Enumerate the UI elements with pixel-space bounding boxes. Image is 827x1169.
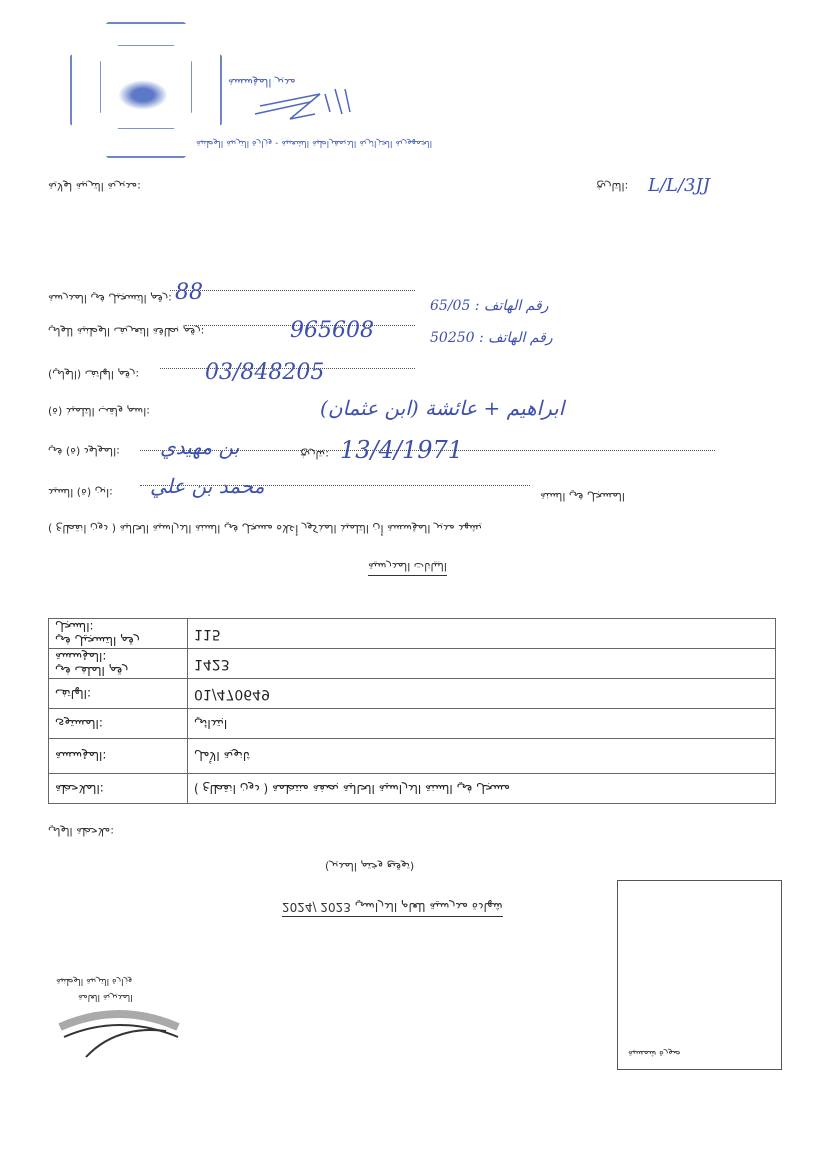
declaration-text: يشهد مدير المؤسسة أن التلميذ المذكور أعلاه مسجل في السنة الدراسية الحالية ( دون انقطاع ) <box>48 522 482 535</box>
row-value: 01/470649 <box>194 685 270 702</box>
table-row <box>49 649 776 679</box>
field-label-phone: رقم الهاتف (الولي): <box>48 368 140 381</box>
field-value-parent: محمد بن علي <box>150 474 265 498</box>
sign-caption: (توقيع وختم المدير) <box>325 860 415 873</box>
ministry-logo-icon <box>56 1005 182 1061</box>
row-key: رقم الملف في المؤسسة: <box>55 649 129 678</box>
row-key: المستوى: <box>55 716 103 731</box>
year-line: شهادة مدرسية للعام الدراسي 2023 /2024 <box>282 900 503 917</box>
row-value: 1423 <box>194 655 230 672</box>
field-label-parent: ابن (ة) السيد: <box>48 486 113 499</box>
stamp-emblem-icon <box>118 80 168 110</box>
field-label-birthplace: المولود (ة) في: <box>48 445 120 458</box>
table-row <box>49 679 776 709</box>
date-label: التاريخ: <box>596 180 629 193</box>
signature-title: مدير المؤسسة <box>228 76 296 89</box>
table-row <box>49 774 776 804</box>
field-label-id: رقم بطاقة التعريف الوطنية للولي: <box>48 325 205 338</box>
row-key: الملاحظة: <box>55 781 104 796</box>
field-label-enrolled: المسجل في السنة <box>540 490 625 503</box>
row-value: ابتدائي <box>194 716 228 731</box>
ministry-line: الجمهورية الجزائرية الديمقراطية الشعبية - وزارة التربية الوطنية <box>196 138 433 148</box>
field-note-1: 65/05 : رقم الهاتف <box>430 298 549 314</box>
field-value-name: (ابن عثمان) ابراهيم + عائشة <box>320 396 565 420</box>
signature-icon <box>250 84 360 124</box>
logo-text: وزارة التربية الوطنية <box>56 976 133 986</box>
field-value-birthplace: بن مهيدي <box>160 435 240 459</box>
note-label: ملاحظة الولي: <box>48 825 115 838</box>
photo-caption: صورة شمسية <box>628 1048 681 1058</box>
field-note-2: 50250 : رقم الهاتف <box>430 330 553 346</box>
field-value-phone: 03/848205 <box>205 360 325 385</box>
date-value: L/L/3JJ <box>648 175 710 196</box>
table-row <box>49 739 776 774</box>
row-value: مسجل في السنة الدراسية الحالية بصفة منتظمة ( دون انقطاع ) <box>194 781 511 796</box>
photo-box <box>617 880 782 1070</box>
field-value-id: 965608 <box>290 318 374 343</box>
row-value: 115 <box>194 625 221 642</box>
field-value-birthdate: 13/4/1971 <box>340 436 464 464</box>
row-value: ثانوية الأمل <box>194 749 250 763</box>
field-label-reg: رقم التسجيل في المدرسة: <box>48 292 172 305</box>
field-value-reg: 88 <box>175 280 203 305</box>
section-title: البيانات المدرسية <box>368 560 447 576</box>
table-row <box>49 709 776 739</box>
table-row <box>49 619 776 649</box>
school-label: مديرية التربية لولاية: <box>48 180 141 193</box>
school-data-table <box>48 618 776 804</box>
field-label-name: اسم ولقب التلميذ (ة): <box>48 405 150 418</box>
field-label-birthdate: بتاريخ: <box>300 448 329 461</box>
row-key: الهاتف: <box>55 686 91 701</box>
row-key: المؤسسة: <box>55 749 107 763</box>
logo-subtext: المديرية العامة <box>78 992 133 1002</box>
row-key: رقم التسجيل في السجل: <box>55 619 140 648</box>
